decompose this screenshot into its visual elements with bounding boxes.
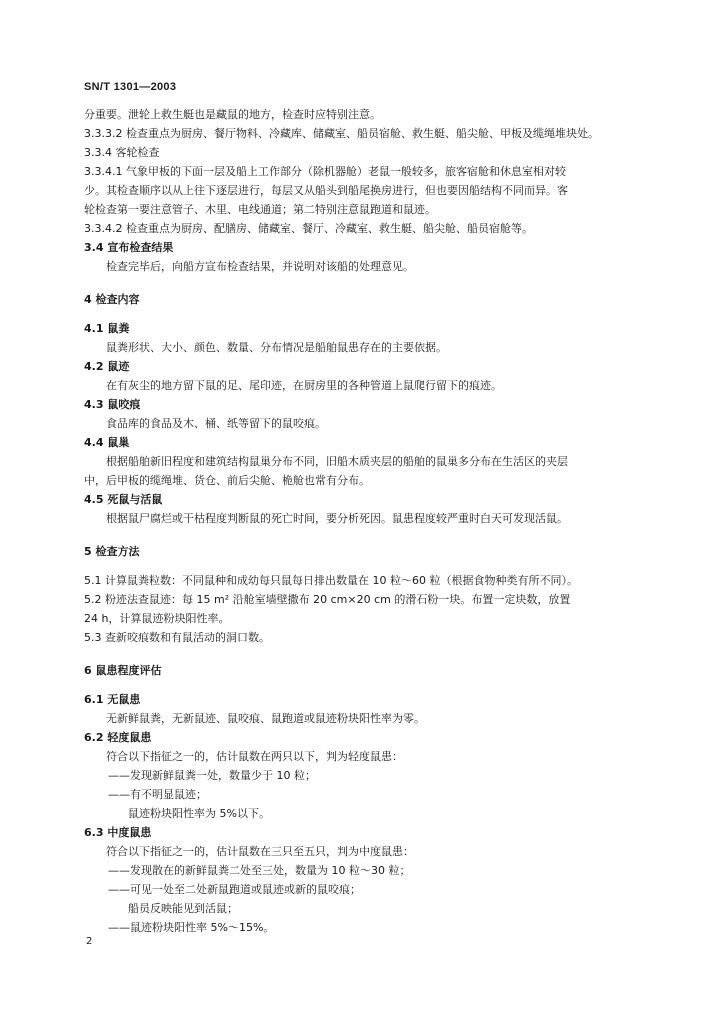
paragraph-line: 根据鼠尸腐烂或干枯程度判断鼠的死亡时间，要分析死因。鼠患程度较严重时白天可发现活鼠。 xyxy=(106,512,568,525)
section-6-3-heading: 6.3 中度鼠患 xyxy=(84,826,152,839)
section-5-1: 5.1 计算鼠粪粒数：不同鼠种和成幼每只鼠每日排出数量在 10 粒～60 粒（根据食物种类有所不同）。 xyxy=(84,574,578,587)
paragraph-line: 符合以下指征之一的，估计鼠数在三只至五只，判为中度鼠患： xyxy=(106,845,414,858)
paragraph-line: 轮检查第一要注意管子、木里、电线通道；第二特别注意鼠跑道和鼠迹。 xyxy=(84,203,436,216)
page-number: 2 xyxy=(86,936,93,947)
paragraph-line: 中，后甲板的缆绳堆、货仓、前后尖舱、桅舱也常有分布。 xyxy=(84,474,370,487)
paragraph-line: 鼠粪形状、大小、颜色、数量、分布情况是船舶鼠患存在的主要依据。 xyxy=(106,341,447,354)
list-item: ——发现新鲜鼠粪一处，数量少于 10 粒； xyxy=(108,769,316,782)
paragraph-line: 符合以下指征之一的，估计鼠数在两只以下，判为轻度鼠患： xyxy=(106,750,403,763)
section-4-3-heading: 4.3 鼠咬痕 xyxy=(84,398,141,411)
section-6-heading: 6 鼠患程度评估 xyxy=(84,664,162,677)
section-4-4-heading: 4.4 鼠巢 xyxy=(84,436,130,449)
paragraph-line: 24 h，计算鼠迹粉块阳性率。 xyxy=(84,612,230,625)
section-3-3-4-1: 3.3.4.1 气象甲板的下面一层及船上工作部分（除机器舱）老鼠一般较多，旅客宿舱和休息室相对较 xyxy=(84,165,566,178)
paragraph-line: 分重要。泄轮上救生艇也是藏鼠的地方，检查时应特别注意。 xyxy=(84,108,381,121)
section-3-3-4-heading: 3.3.4 客轮检查 xyxy=(84,146,160,159)
section-6-2-heading: 6.2 轻度鼠患 xyxy=(84,731,152,744)
section-6-1-heading: 6.1 无鼠患 xyxy=(84,693,141,706)
section-3-3-3-2: 3.3.3.2 检查重点为厨房、餐厅物料、冷藏库、储藏室、船员宿舱、救生艇、船尖舱、甲板及缆绳堆块处。 xyxy=(84,127,599,140)
list-item: 船员反映能见到活鼠； xyxy=(128,902,238,915)
paragraph-line: 根据船舶新旧程度和建筑结构鼠巢分布不同，旧船木质夹层的船舶的鼠巢多分布在生活区的夹层 xyxy=(106,455,568,468)
document-body xyxy=(84,105,644,937)
section-4-heading: 4 检查内容 xyxy=(84,293,140,306)
list-item: ——发现散在的新鲜鼠粪二处至三处，数量为 10 粒～30 粒； xyxy=(108,864,411,877)
list-item: ——可见一处至二处新鼠跑道或鼠迹或新的鼠咬痕； xyxy=(108,883,361,896)
paragraph-line: 检查完毕后，向船方宣布检查结果，并说明对该船的处理意见。 xyxy=(106,260,414,273)
section-3-3-4-2: 3.3.4.2 检查重点为厨房、配膳房、储藏室、餐厅、冷藏室、救生艇、船尖舱、船员宿舱等。 xyxy=(84,222,533,235)
section-3-4-heading: 3.4 宣布检查结果 xyxy=(84,241,174,254)
list-item: ——有不明显鼠迹； xyxy=(108,788,207,801)
list-item: 鼠迹粉块阳性率为 5%以下。 xyxy=(128,807,270,820)
section-4-5-heading: 4.5 死鼠与活鼠 xyxy=(84,493,163,506)
paragraph-line: 食品库的食品及木、桶、纸等留下的鼠咬痕。 xyxy=(106,417,326,430)
section-5-heading: 5 检查方法 xyxy=(84,545,140,558)
section-4-2-heading: 4.2 鼠迹 xyxy=(84,360,130,373)
list-item: ——鼠迹粉块阳性率 5%～15%。 xyxy=(108,921,275,934)
paragraph-line: 无新鲜鼠粪，无新鼠迹、鼠咬痕、鼠跑道或鼠迹粉块阳性率为零。 xyxy=(106,712,425,725)
paragraph-line: 少。其检查顺序以从上往下逐层进行，每层又从船头到船尾换房进行，但也要因船结构不同而异。客 xyxy=(84,184,568,197)
section-4-1-heading: 4.1 鼠粪 xyxy=(84,322,130,335)
section-5-2: 5.2 粉迹法查鼠迹：每 15 m² 沿舱室墙壁撒布 20 cm×20 cm 的滑石粉一块。布置一定块数，放置 xyxy=(84,593,571,606)
paragraph-line: 在有灰尘的地方留下鼠的足、尾印迹，在厨房里的各种管道上鼠爬行留下的痕迹。 xyxy=(106,379,502,392)
section-5-3: 5.3 查新咬痕数和有鼠活动的洞口数。 xyxy=(84,631,270,644)
standard-header: SN/T 1301—2003 xyxy=(84,81,177,93)
